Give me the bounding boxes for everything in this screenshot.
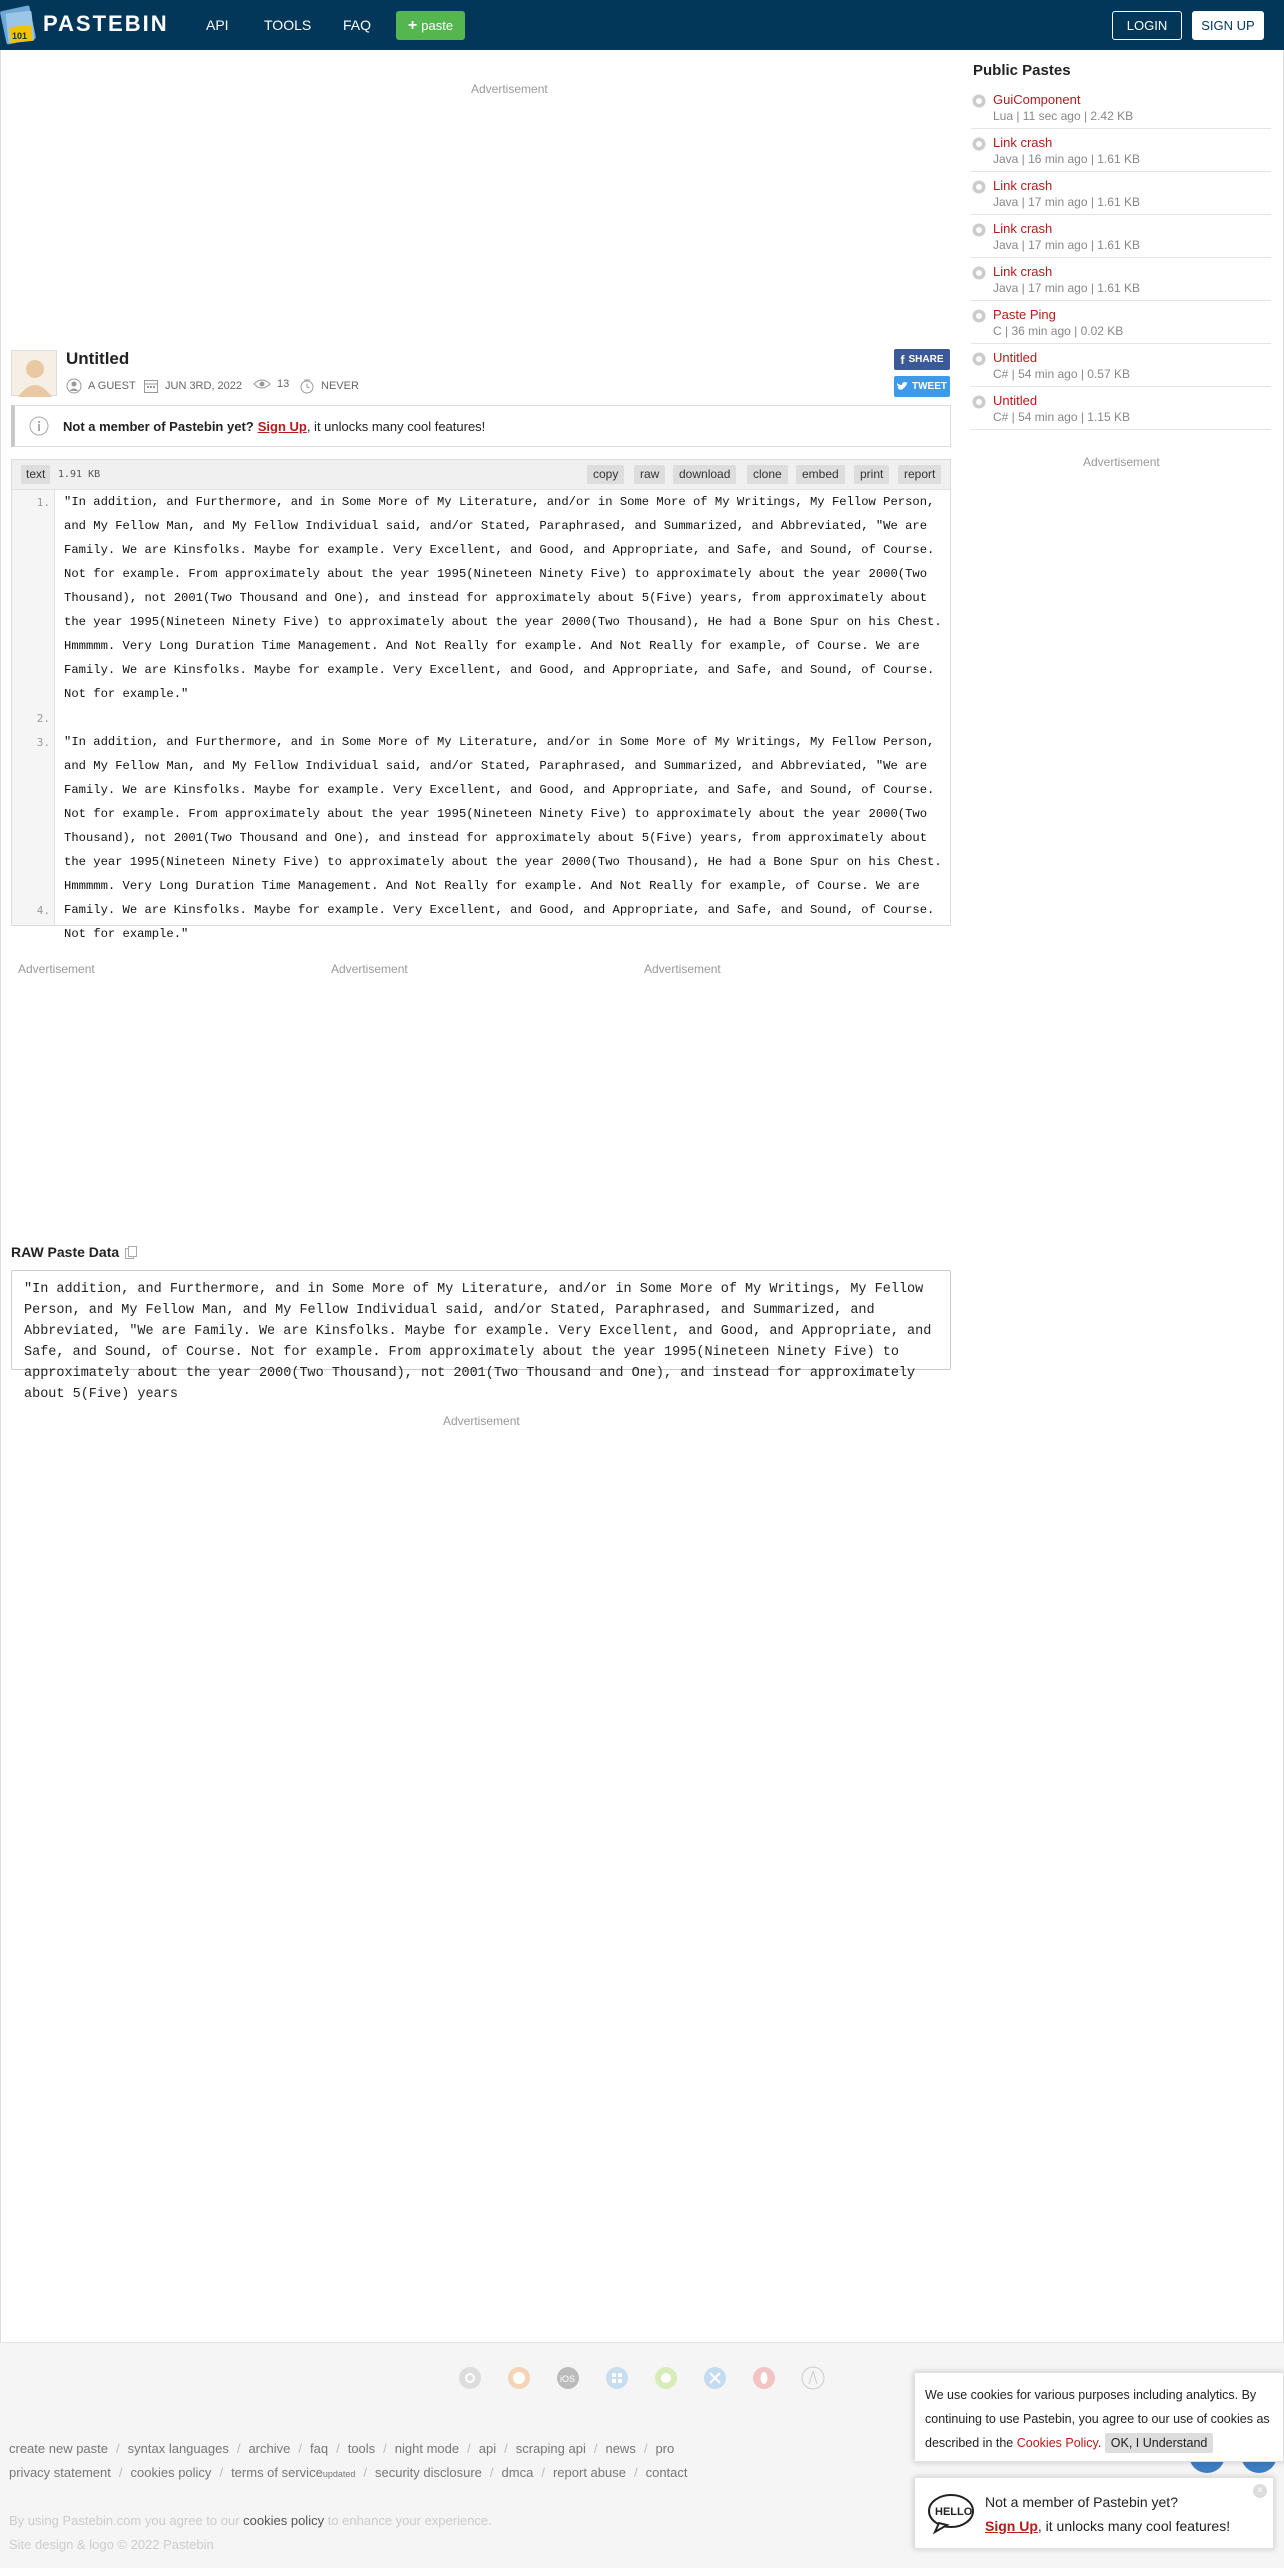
footer-link[interactable]: pro xyxy=(655,2441,675,2456)
globe-icon xyxy=(972,137,986,151)
notice-question: Not a member of Pastebin yet? xyxy=(63,418,254,434)
public-paste-item[interactable] xyxy=(971,387,1271,430)
paste-info: Java | 17 min ago | 1.61 KB xyxy=(993,238,1140,252)
notice-rest: , it unlocks many cool features! xyxy=(306,418,486,434)
globe-icon xyxy=(972,395,986,409)
views-count: 13 xyxy=(277,378,290,390)
paste-name[interactable]: Link crash xyxy=(993,178,1053,193)
expiry-text: NEVER xyxy=(321,380,359,392)
report-button[interactable]: report xyxy=(898,465,941,484)
tweet-label: TWEET xyxy=(912,381,947,392)
paste-size: 1.91 KB xyxy=(58,469,101,480)
public-paste-item[interactable] xyxy=(971,344,1271,387)
public-paste-item[interactable] xyxy=(971,86,1271,129)
public-paste-item[interactable] xyxy=(971,129,1271,172)
footer-links-row-2: privacy statement / cookies policy / terms of service updated / security disclosure / dmca / report abuse / contact xyxy=(9,2465,688,2480)
calendar-icon xyxy=(143,378,159,394)
footer-link[interactable]: cookies policy xyxy=(130,2465,212,2480)
footer-link[interactable]: privacy statement xyxy=(9,2465,111,2480)
footer-link[interactable]: terms of service xyxy=(231,2465,323,2480)
copy-icon[interactable] xyxy=(125,1246,137,1259)
cookies-policy-link[interactable]: Cookies Policy xyxy=(1016,2436,1098,2450)
footer-link[interactable]: syntax languages xyxy=(127,2441,229,2456)
footer-link[interactable]: tools xyxy=(347,2441,376,2456)
facebook-share-button[interactable] xyxy=(894,349,950,370)
paste-info: Java | 16 min ago | 1.61 KB xyxy=(993,152,1140,166)
ad-label-top: Advertisement xyxy=(471,82,548,96)
android-icon[interactable] xyxy=(654,2366,678,2390)
paste-name[interactable]: Untitled xyxy=(993,350,1038,365)
download-button[interactable]: download xyxy=(673,465,736,484)
footer-link[interactable]: night mode xyxy=(394,2441,460,2456)
public-paste-item[interactable] xyxy=(971,258,1271,301)
ad-label-raw: Advertisement xyxy=(443,1414,520,1428)
new-paste-button[interactable] xyxy=(396,11,465,40)
code-line: "In addition, and Furthermore, and in Some More of My Literature, and/or in Some More of My Writings, My Fellow Person, and My Fellow Man, and My Fellow Individual said, and/or Stated, Paraphrased, and Summarized, and Abbreviated, "We are Family. We are Kinsfolks. Maybe for example. Very Excellent, and Good, and Appropriate, and Safe, and Sound, of Course. Not for example. From approximately about the year 1995(Nineteen Ninety Five) to approximately about the year 2000(Two Thousand), not 2001(Two Thousand and One), and instead for approximately about 5(Five) years, from approximately about the year 1995(Nineteen Ninety Five) to approximately about the year 2000(Two Thousand), He had a Bone Spur on his Chest. Hmmmmm. Very Long Duration Time Management. And Not Really for example. And Not Really for example, of Course. We are Family. We are Kinsfolks. Maybe for example. Very Excellent, and Good, and Appropriate, and Safe, and Sound, of Course. Not for example." xyxy=(64,495,942,701)
line-number: 2. xyxy=(36,712,50,725)
paste-info: C# | 54 min ago | 1.15 KB xyxy=(993,410,1130,424)
fine-print-post: to enhance your experience. xyxy=(327,2513,492,2528)
ad-label-bottom-1: Advertisement xyxy=(18,962,95,976)
paste-button-label: paste xyxy=(421,18,454,33)
paste-views xyxy=(253,378,289,390)
signup-button[interactable]: SIGN UP xyxy=(1192,11,1264,40)
paste-expiry xyxy=(299,378,359,394)
paste-info: Lua | 11 sec ago | 2.42 KB xyxy=(993,109,1134,123)
footer-links-row-1: create new paste / syntax languages / archive / faq / tools / night mode / api / scraping api / news / pro xyxy=(9,2441,675,2456)
eye-icon xyxy=(253,378,271,390)
expire-clock-icon xyxy=(299,378,315,394)
plus-icon: + xyxy=(407,16,418,34)
footer-link[interactable]: create new paste xyxy=(9,2441,109,2456)
notice-signup-link[interactable]: Sign Up xyxy=(257,418,307,434)
paste-info: C# | 54 min ago | 0.57 KB xyxy=(993,367,1130,381)
fine-print-cookies-link[interactable]: cookies policy xyxy=(243,2513,325,2528)
nav-api[interactable]: API xyxy=(206,17,229,33)
raw-button[interactable]: raw xyxy=(634,465,665,484)
member-notice xyxy=(11,405,951,447)
footer-link[interactable]: scraping api xyxy=(515,2441,586,2456)
globe-icon xyxy=(972,180,986,194)
raw-title-text: RAW Paste Data xyxy=(11,1244,120,1260)
paste-code-box xyxy=(11,459,951,941)
footer-link[interactable]: report abuse xyxy=(552,2465,626,2480)
ios-icon[interactable] xyxy=(556,2366,580,2390)
public-paste-item[interactable] xyxy=(971,172,1271,215)
footer-link[interactable]: faq xyxy=(310,2441,329,2456)
globe-icon xyxy=(972,309,986,323)
raw-paste-textarea[interactable]: "In addition, and Furthermore, and in Some More of My Literature, and/or in Some More of My Writings, My Fellow Person, and My Fellow Man, and My Fellow Individual said, and/or Stated, Paraphrased, and Summarized, and Abbreviated, "We are Family. We are Kinsfolks. Maybe for example. Very Excellent, and Good, and Appropriate, and Safe, and Sound, of Course. Not for example. From approximately about the year 1995(Nineteen Ninety Five) to approximately about the year 2000(Two Thousand), not 2001(Two Thousand and One), and instead for approximately about 5(Five) years xyxy=(11,1270,951,1370)
updated-badge: updated xyxy=(322,2469,356,2479)
paste-title: Untitled xyxy=(66,349,130,368)
opera-icon[interactable] xyxy=(752,2366,776,2390)
line-number: 1. xyxy=(36,496,50,509)
public-pastes-title: Public Pastes xyxy=(973,62,1071,79)
close-icon[interactable]: × xyxy=(1253,2484,1267,2498)
paste-author[interactable] xyxy=(66,378,136,394)
user-avatar-icon xyxy=(12,351,58,397)
pastebin-logo-icon[interactable] xyxy=(0,4,40,46)
raw-paste-title xyxy=(11,1244,137,1260)
facebook-icon: f xyxy=(900,352,905,367)
nav-tools[interactable]: TOOLS xyxy=(264,17,312,33)
top-header xyxy=(0,0,1284,50)
globe-icon xyxy=(972,266,986,280)
guest-avatar xyxy=(11,350,57,396)
copy-button[interactable]: copy xyxy=(587,465,624,484)
linux-icon[interactable] xyxy=(801,2366,825,2390)
ad-label-bottom-2: Advertisement xyxy=(331,962,408,976)
public-paste-item[interactable] xyxy=(971,301,1271,344)
promo-line-2 xyxy=(985,2518,1230,2534)
share-label: SHARE xyxy=(908,354,944,365)
paste-name[interactable]: Link crash xyxy=(993,135,1053,150)
chrome-icon[interactable] xyxy=(458,2366,482,2390)
footer-copyright: Site design & logo © 2022 Pastebin xyxy=(9,2537,214,2552)
nav-faq[interactable]: FAQ xyxy=(343,17,372,33)
footer-link[interactable]: dmca xyxy=(501,2465,534,2480)
hello-bubble-icon xyxy=(927,2492,975,2534)
promo-question: Not a member of Pastebin yet? xyxy=(985,2494,1178,2510)
author-name[interactable]: A GUEST xyxy=(88,380,136,392)
code-line: "In addition, and Furthermore, and in Some More of My Literature, and/or in Some More of My Writings, My Fellow Person, and My Fellow Man, and My Fellow Individual said, and/or Stated, Paraphrased, and Summarized, and Abbreviated, "We are Family. We are Kinsfolks. Maybe for example. Very Excellent, and Good, and Appropriate, and Safe, and Sound, of Course. Not for example. From approximately about the year 1995(Nineteen Ninety Five) to approximately about the year 2000(Two Thousand), not 2001(Two Thousand and One), and instead for approximately about 5(Five) years, from approximately about the year 1995(Nineteen Ninety Five) to approximately about the year 2000(Two Thousand), He had a Bone Spur on his Chest. Hmmmmm. Very Long Duration Time Management. And Not Really for example. And Not Really for example, of Course. We are Family. We are Kinsfolks. Maybe for example. Very Excellent, and Good, and Appropriate, and Safe, and Sound, of Course. Not for example." xyxy=(64,735,942,941)
logo-text[interactable]: PASTEBIN xyxy=(43,11,169,36)
footer-link[interactable]: api xyxy=(478,2441,497,2456)
promo-signup-link[interactable]: Sign Up xyxy=(985,2518,1038,2534)
line-number: 4. xyxy=(36,904,50,917)
cookie-text: We use cookies for various purposes including analytics. By continuing to use Pastebin, you agree to our use of cookies as described in the xyxy=(925,2388,1270,2450)
globe-icon xyxy=(972,223,986,237)
svg-text:101: 101 xyxy=(12,31,28,41)
globe-icon xyxy=(972,352,986,366)
syntax-language-tag[interactable]: text xyxy=(21,465,50,484)
paste-info: C | 36 min ago | 0.02 KB xyxy=(993,324,1124,338)
footer-link[interactable]: news xyxy=(605,2441,636,2456)
login-button[interactable]: LOGIN xyxy=(1112,11,1182,40)
paste-info: Java | 17 min ago | 1.61 KB xyxy=(993,281,1140,295)
ad-label-sidebar: Advertisement xyxy=(1083,455,1160,469)
paste-name[interactable]: Paste Ping xyxy=(993,307,1056,322)
code-toolbar xyxy=(12,460,950,490)
ad-label-bottom-3: Advertisement xyxy=(644,962,721,976)
clone-button[interactable]: clone xyxy=(747,465,788,484)
windows-icon[interactable] xyxy=(605,2366,629,2390)
promo-rest: , it unlocks many cool features! xyxy=(1037,2518,1231,2534)
info-icon xyxy=(29,416,49,436)
embed-button[interactable]: embed xyxy=(796,465,845,484)
date-text: JUN 3RD, 2022 xyxy=(165,380,243,392)
twitter-icon xyxy=(897,382,908,391)
paste-date xyxy=(143,378,242,394)
svg-text:HELLO: HELLO xyxy=(935,2506,973,2518)
cookie-ok-button[interactable]: OK, I Understand xyxy=(1105,2433,1214,2453)
footer-link[interactable]: contact xyxy=(645,2465,688,2480)
print-button[interactable]: print xyxy=(854,465,889,484)
paste-name[interactable]: Link crash xyxy=(993,221,1053,236)
line-number: 3. xyxy=(36,736,50,749)
macos-icon[interactable] xyxy=(703,2366,727,2390)
paste-name[interactable]: Link crash xyxy=(993,264,1053,279)
fine-print-pre: By using Pastebin.com you agree to our xyxy=(9,2513,240,2528)
twitter-tweet-button[interactable] xyxy=(894,376,950,397)
paste-name[interactable]: GuiComponent xyxy=(993,92,1081,107)
public-paste-item[interactable] xyxy=(971,215,1271,258)
paste-info: Java | 17 min ago | 1.61 KB xyxy=(993,195,1140,209)
footer-link[interactable]: archive xyxy=(248,2441,291,2456)
firefox-icon[interactable] xyxy=(507,2366,531,2390)
code-lines[interactable] xyxy=(12,490,950,941)
globe-icon xyxy=(972,94,986,108)
footer-cookie-note xyxy=(9,2513,492,2528)
cookie-banner: We use cookies for various purposes including analytics. By continuing to use Pastebin, you agree to our use of cookies as described in the Cookies Policy. OK, I Understand xyxy=(914,2372,1284,2462)
line-number-gutter xyxy=(12,490,55,925)
footer-link[interactable]: security disclosure xyxy=(374,2465,482,2480)
user-icon xyxy=(66,378,82,394)
svg-text:iOS: iOS xyxy=(560,2374,576,2384)
paste-name[interactable]: Untitled xyxy=(993,393,1038,408)
signup-promo-popup xyxy=(914,2477,1274,2549)
